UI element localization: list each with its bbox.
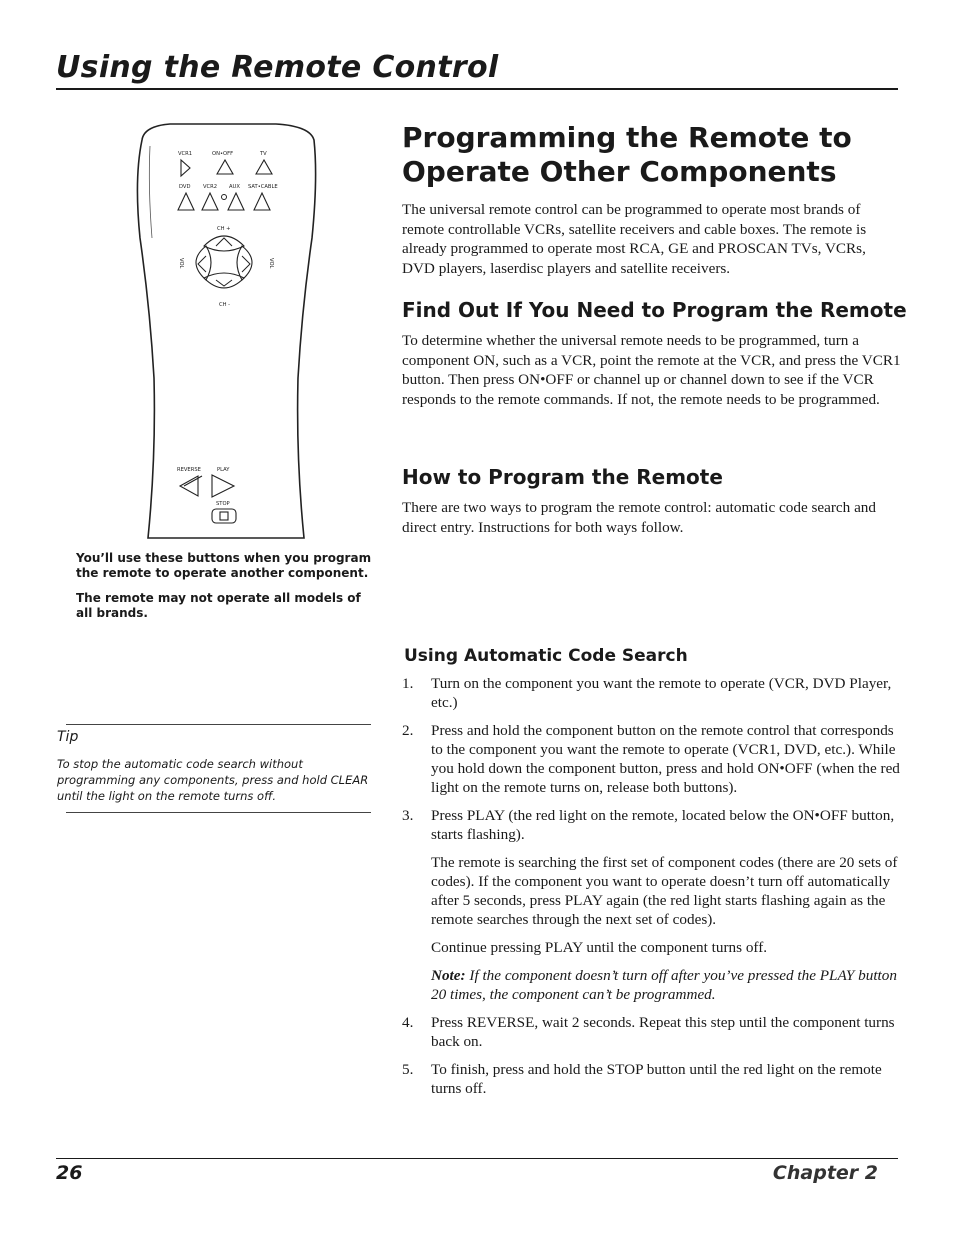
chapter-label: Chapter 2 [772, 1162, 878, 1184]
list-item [402, 674, 902, 712]
sat-cable-label: SAT•CABLE [248, 184, 278, 190]
ch-minus-label: CH - [219, 302, 231, 308]
stop-label: STOP [216, 501, 230, 507]
note-text: If the component doesn’t turn off after you’ve pressed the PLAY button 20 times, the component can’t be programmed. [431, 967, 897, 1003]
note [431, 966, 902, 1004]
dvd-label: DVD [179, 184, 191, 190]
vcr1-label: VCR1 [178, 151, 193, 157]
sat-cable-button [254, 193, 270, 210]
list-item [402, 1013, 902, 1051]
step-number: 4. [402, 1014, 414, 1031]
stop-button-inner [220, 512, 228, 520]
vol-right-label: VOL [268, 258, 274, 269]
list-item [402, 1060, 902, 1098]
step-text: Turn on the component you want the remote to operate (VCR, DVD Player, etc.) [431, 675, 892, 711]
automatic-code-search-heading: Using Automatic Code Search [404, 646, 688, 666]
stop-button [212, 509, 236, 523]
section-title: Programming the Remote to Operate Other Components [402, 121, 852, 188]
caption-line-1: You’ll use these buttons when you program the remote to operate another component. [76, 551, 372, 580]
on-off-label: ON•OFF [212, 151, 234, 157]
step-number: 3. [402, 807, 414, 824]
vol-left-label: VOL [178, 258, 184, 269]
step-number: 2. [402, 722, 414, 739]
step-text: Press PLAY (the red light on the remote, located below the ON•OFF button, starts flashing). [431, 807, 895, 843]
tip-title: Tip [57, 729, 79, 745]
remote-control-illustration [126, 118, 322, 544]
tv-label: TV [260, 151, 267, 157]
ch-down-arrow-icon [216, 280, 232, 286]
aux-button [228, 193, 244, 210]
reverse-label: REVERSE [177, 467, 201, 473]
vcr2-button [202, 193, 218, 210]
on-off-button [217, 160, 233, 174]
indicator-light-icon [222, 195, 227, 200]
page-header-title: Using the Remote Control [56, 50, 499, 85]
step-3-continue: Continue pressing PLAY until the component turns off. [431, 939, 768, 956]
tip-body: To stop the automatic code search without programming any components, press and hold CLEAR until the light on the remote turns off. [57, 757, 369, 803]
play-label: PLAY [217, 467, 230, 473]
footer-rule [56, 1158, 898, 1159]
caption-line-2: The remote may not operate all models of all brands. [76, 591, 361, 620]
list-item [402, 721, 902, 797]
vcr1-button [181, 160, 190, 176]
header-rule [56, 88, 898, 90]
vol-left-arrow-icon [198, 256, 206, 272]
step-number: 1. [402, 675, 414, 692]
page-number: 26 [56, 1162, 83, 1184]
aux-label: AUX [229, 184, 240, 190]
step-text: To finish, press and hold the STOP button until the red light on the remote turns off. [431, 1061, 882, 1097]
note-label: Note: [431, 967, 466, 984]
vcr2-label: VCR2 [203, 184, 218, 190]
find-out-heading: Find Out If You Need to Program the Remote [402, 298, 907, 322]
remote-body-inner-edge [149, 146, 152, 238]
steps-list [402, 674, 902, 1107]
dvd-button [178, 193, 194, 210]
how-to-program-heading: How to Program the Remote [402, 465, 723, 489]
step-text: Press and hold the component button on the remote control that corresponds to the component you want the remote to operate (VCR1, DVD, etc.). While you hold down the component button, press and hold ON•OFF (when the red light on the remote turns on, release both buttons). [431, 722, 900, 796]
tip-rule-top [66, 724, 371, 725]
play-button [212, 475, 234, 497]
ch-plus-label: CH + [217, 226, 231, 232]
tv-button [256, 160, 272, 174]
find-out-paragraph: To determine whether the universal remote needs to be programmed, turn a component ON, such as a VCR, point the remote at the VCR, and press the VCR1 button. Then press ON•OFF or channel up or channel down to see if the VCR responds to the remote commands. If not, the remote needs to be programmed. [402, 332, 901, 408]
ch-up-arrow-icon [216, 238, 232, 246]
reverse-button [180, 476, 202, 496]
intro-paragraph: The universal remote control can be programmed to operate most brands of remote controllable VCRs, satellite receivers and cable boxes. The remote is already programmed to operate most RCA, GE and PROSCAN TVs, VCRs, DVD players, laserdisc players and satellite receivers. [402, 201, 867, 277]
vol-right-arrow-icon [242, 256, 250, 272]
remote-body-outline [137, 124, 315, 538]
vol-right-button [237, 246, 252, 280]
step-number: 5. [402, 1061, 414, 1078]
vol-left-button [196, 246, 211, 280]
how-to-program-paragraph: There are two ways to program the remote control: automatic code search and direct entry. Instructions for both ways follow. [402, 499, 876, 536]
remote-caption [76, 551, 376, 631]
tip-rule-bottom [66, 812, 371, 813]
step-3-detail: The remote is searching the first set of component codes (there are 20 sets of codes). If the component you want to operate doesn’t turn off automatically after 5 seconds, press PLAY again (the red light starts flashing again as the remote searches through the next set of codes). [431, 854, 898, 928]
list-item [402, 806, 902, 844]
step-text: Press REVERSE, wait 2 seconds. Repeat this step until the component turns back on. [431, 1014, 895, 1050]
